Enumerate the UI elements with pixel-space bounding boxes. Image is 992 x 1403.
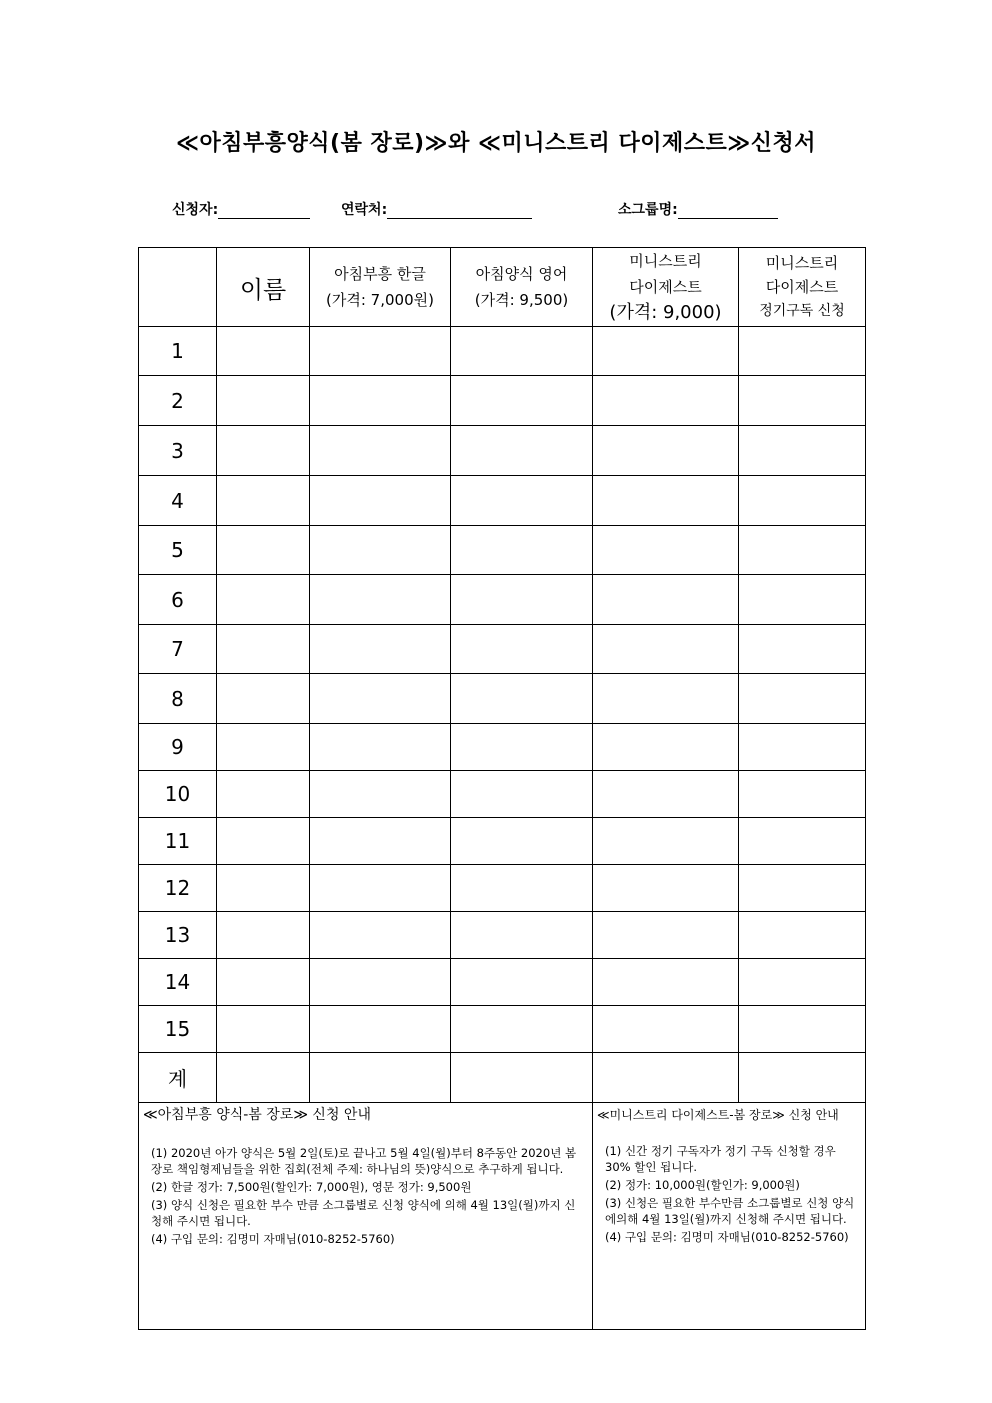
subscription-cell[interactable]: [739, 625, 866, 674]
table-row: [139, 376, 866, 426]
row-number: 14: [139, 959, 217, 1006]
ministry-digest-qty-cell[interactable]: [593, 327, 739, 376]
english-morning-qty-cell[interactable]: [451, 912, 593, 959]
row-number: 4: [139, 476, 217, 526]
table-row: [139, 575, 866, 625]
header-english-morning-title: 아침양식 영어: [475, 265, 568, 283]
notice-ministry-item-1: (1) 신간 정기 구독자가 정기 구독 신청할 경우 30% 할인 됩니다.: [605, 1144, 836, 1174]
name-cell[interactable]: [217, 818, 310, 865]
row-number: 12: [139, 865, 217, 912]
subscription-cell[interactable]: [739, 575, 866, 625]
english-morning-qty-cell[interactable]: [451, 625, 593, 674]
table-row: [139, 526, 866, 575]
name-cell[interactable]: [217, 575, 310, 625]
english-morning-qty-cell[interactable]: [451, 327, 593, 376]
header-ministry-digest-line2: 다이제스트: [629, 278, 702, 296]
ministry-digest-qty-cell[interactable]: [593, 1053, 739, 1103]
english-morning-qty-cell[interactable]: [451, 865, 593, 912]
name-cell[interactable]: [217, 327, 310, 376]
subscription-cell[interactable]: [739, 1006, 866, 1053]
row-number: 3: [139, 426, 217, 476]
subscription-cell[interactable]: [739, 771, 866, 818]
applicant-input-line[interactable]: [218, 202, 310, 219]
contact-field: [341, 199, 532, 219]
name-cell[interactable]: [217, 771, 310, 818]
name-cell[interactable]: [217, 625, 310, 674]
header-ministry-digest: [593, 248, 739, 327]
english-morning-qty-cell[interactable]: [451, 818, 593, 865]
group-field: [618, 199, 778, 219]
notice-morning-revival: [139, 1103, 593, 1330]
subscription-cell[interactable]: [739, 674, 866, 724]
english-morning-qty-cell[interactable]: [451, 771, 593, 818]
korean-morning-qty-cell[interactable]: [310, 674, 451, 724]
korean-morning-qty-cell[interactable]: [310, 625, 451, 674]
korean-morning-qty-cell[interactable]: [310, 1053, 451, 1103]
korean-morning-qty-cell[interactable]: [310, 426, 451, 476]
row-number: 10: [139, 771, 217, 818]
page-title: ≪아침부흥양식(봄 장로)≫와 ≪미니스트리 다이제스트≫신청서: [175, 131, 816, 156]
subscription-cell[interactable]: [739, 959, 866, 1006]
english-morning-qty-cell[interactable]: [451, 1006, 593, 1053]
ministry-digest-qty-cell[interactable]: [593, 912, 739, 959]
row-number: 5: [139, 526, 217, 575]
korean-morning-qty-cell[interactable]: [310, 476, 451, 526]
ministry-digest-qty-cell[interactable]: [593, 771, 739, 818]
row-number: 15: [139, 1006, 217, 1053]
header-subscription-line3: 정기구독 신청: [759, 303, 845, 319]
korean-morning-qty-cell[interactable]: [310, 526, 451, 575]
table-row: [139, 674, 866, 724]
name-cell[interactable]: [217, 1053, 310, 1103]
subscription-cell[interactable]: [739, 1053, 866, 1103]
table-row: [139, 724, 866, 771]
korean-morning-qty-cell[interactable]: [310, 1006, 451, 1053]
english-morning-qty-cell[interactable]: [451, 476, 593, 526]
header-row: [139, 248, 866, 327]
table-row: [139, 865, 866, 912]
header-subscription-line1: 미니스트리: [765, 254, 839, 272]
korean-morning-qty-cell[interactable]: [310, 724, 451, 771]
ministry-digest-qty-cell[interactable]: [593, 724, 739, 771]
table-row: [139, 818, 866, 865]
row-number: 2: [139, 376, 217, 426]
name-cell[interactable]: [217, 724, 310, 771]
contact-label: 연락처:: [341, 202, 388, 218]
name-cell[interactable]: [217, 376, 310, 426]
korean-morning-qty-cell[interactable]: [310, 771, 451, 818]
ministry-digest-qty-cell[interactable]: [593, 1006, 739, 1053]
name-cell[interactable]: [217, 959, 310, 1006]
header-subscription-line2: 다이제스트: [765, 278, 839, 296]
english-morning-qty-cell[interactable]: [451, 376, 593, 426]
ministry-digest-qty-cell[interactable]: [593, 426, 739, 476]
subscription-cell[interactable]: [739, 865, 866, 912]
table-row: [139, 426, 866, 476]
header-ministry-digest-line1: 미니스트리: [629, 252, 702, 270]
header-subscription: [739, 248, 866, 327]
table-row: [139, 327, 866, 376]
row-number: 8: [139, 674, 217, 724]
header-korean-morning: [310, 248, 451, 327]
header-ministry-digest-price: (가격: 9,000): [609, 302, 722, 323]
ministry-digest-qty-cell[interactable]: [593, 376, 739, 426]
subscription-cell[interactable]: [739, 724, 866, 771]
name-cell[interactable]: [217, 526, 310, 575]
notice-morning-revival-title: ≪아침부흥 양식-봄 장로≫ 신청 안내: [143, 1107, 371, 1123]
subscription-cell[interactable]: [739, 912, 866, 959]
table-row: [139, 625, 866, 674]
notice-row: [139, 1103, 866, 1330]
name-cell[interactable]: [217, 476, 310, 526]
korean-morning-qty-cell[interactable]: [310, 818, 451, 865]
ministry-digest-qty-cell[interactable]: [593, 526, 739, 575]
name-cell[interactable]: [217, 912, 310, 959]
subscription-cell[interactable]: [739, 426, 866, 476]
english-morning-qty-cell[interactable]: [451, 1053, 593, 1103]
ministry-digest-qty-cell[interactable]: [593, 476, 739, 526]
ministry-digest-qty-cell[interactable]: [593, 575, 739, 625]
row-number: 계: [139, 1053, 217, 1103]
korean-morning-qty-cell[interactable]: [310, 327, 451, 376]
name-cell[interactable]: [217, 426, 310, 476]
applicant-field: [172, 199, 310, 219]
korean-morning-qty-cell[interactable]: [310, 912, 451, 959]
english-morning-qty-cell[interactable]: [451, 959, 593, 1006]
english-morning-qty-cell[interactable]: [451, 674, 593, 724]
notice-ministry-digest-title: ≪미니스트리 다이제스트-봄 장로≫ 신청 안내: [597, 1108, 839, 1122]
name-cell[interactable]: [217, 1006, 310, 1053]
notice-ministry-item-4: (4) 구입 문의: 김명미 자매님(010-8252-5760): [605, 1230, 849, 1244]
english-morning-qty-cell[interactable]: [451, 426, 593, 476]
korean-morning-qty-cell[interactable]: [310, 575, 451, 625]
ministry-digest-qty-cell[interactable]: [593, 959, 739, 1006]
english-morning-qty-cell[interactable]: [451, 724, 593, 771]
english-morning-qty-cell[interactable]: [451, 526, 593, 575]
korean-morning-qty-cell[interactable]: [310, 959, 451, 1006]
korean-morning-qty-cell[interactable]: [310, 865, 451, 912]
name-cell[interactable]: [217, 865, 310, 912]
row-number: 13: [139, 912, 217, 959]
row-number: 1: [139, 327, 217, 376]
subscription-cell[interactable]: [739, 327, 866, 376]
korean-morning-qty-cell[interactable]: [310, 376, 451, 426]
notice-morning-item-1: (1) 2020년 아가 양식은 5월 2일(토)로 끝나고 5월 4일(월)부터 8주동안 2020년 봄 장로 책임형제님들을 위한 집회(전체 주제: 하나님의 뜻)양식으로 추구하게 됩니다.: [151, 1146, 577, 1176]
table-row: [139, 476, 866, 526]
ministry-digest-qty-cell[interactable]: [593, 625, 739, 674]
name-cell[interactable]: [217, 674, 310, 724]
row-number: 9: [139, 724, 217, 771]
ministry-digest-qty-cell[interactable]: [593, 818, 739, 865]
notice-morning-item-4: (4) 구입 문의: 김명미 자매님(010-8252-5760): [151, 1232, 395, 1246]
group-label: 소그룹명:: [618, 202, 678, 218]
notice-ministry-item-2: (2) 정가: 10,000원(할인가: 9,000원): [605, 1178, 800, 1192]
subscription-cell[interactable]: [739, 376, 866, 426]
notice-ministry-item-3: (3) 신청은 필요한 부수만큼 소그룹별로 신청 양식에의해 4월 13일(월)까지 신청해 주시면 됩니다.: [605, 1196, 855, 1226]
row-number: 11: [139, 818, 217, 865]
table-row: [139, 1053, 866, 1103]
table-row: [139, 771, 866, 818]
notice-morning-item-3: (3) 양식 신청은 필요한 부수 만큼 소그룹별로 신청 양식에 의해 4월 13일(월)까지 신청해 주시면 됩니다.: [151, 1198, 576, 1228]
subscription-cell[interactable]: [739, 476, 866, 526]
header-english-morning-price: (가격: 9,500): [474, 291, 569, 309]
table-row: [139, 912, 866, 959]
notice-ministry-digest: [593, 1103, 866, 1330]
english-morning-qty-cell[interactable]: [451, 575, 593, 625]
header-korean-morning-price: (가격: 7,000원): [326, 291, 434, 309]
ministry-digest-qty-cell[interactable]: [593, 674, 739, 724]
subscription-cell[interactable]: [739, 526, 866, 575]
table-row: [139, 1006, 866, 1053]
applicant-label: 신청자:: [172, 202, 219, 218]
table-row: [139, 959, 866, 1006]
header-name: 이름: [217, 248, 310, 327]
ministry-digest-qty-cell[interactable]: [593, 865, 739, 912]
notice-morning-item-2: (2) 한글 정가: 7,500원(할인가: 7,000원), 영문 정가: 9,500원: [151, 1180, 472, 1194]
header-number-cell: [139, 248, 217, 327]
row-number: 7: [139, 625, 217, 674]
row-number: 6: [139, 575, 217, 625]
subscription-cell[interactable]: [739, 818, 866, 865]
group-input-line[interactable]: [678, 202, 778, 219]
application-table: [138, 247, 866, 1330]
contact-input-line[interactable]: [387, 202, 532, 219]
header-english-morning: [451, 248, 593, 327]
header-korean-morning-title: 아침부흥 한글: [334, 265, 426, 283]
